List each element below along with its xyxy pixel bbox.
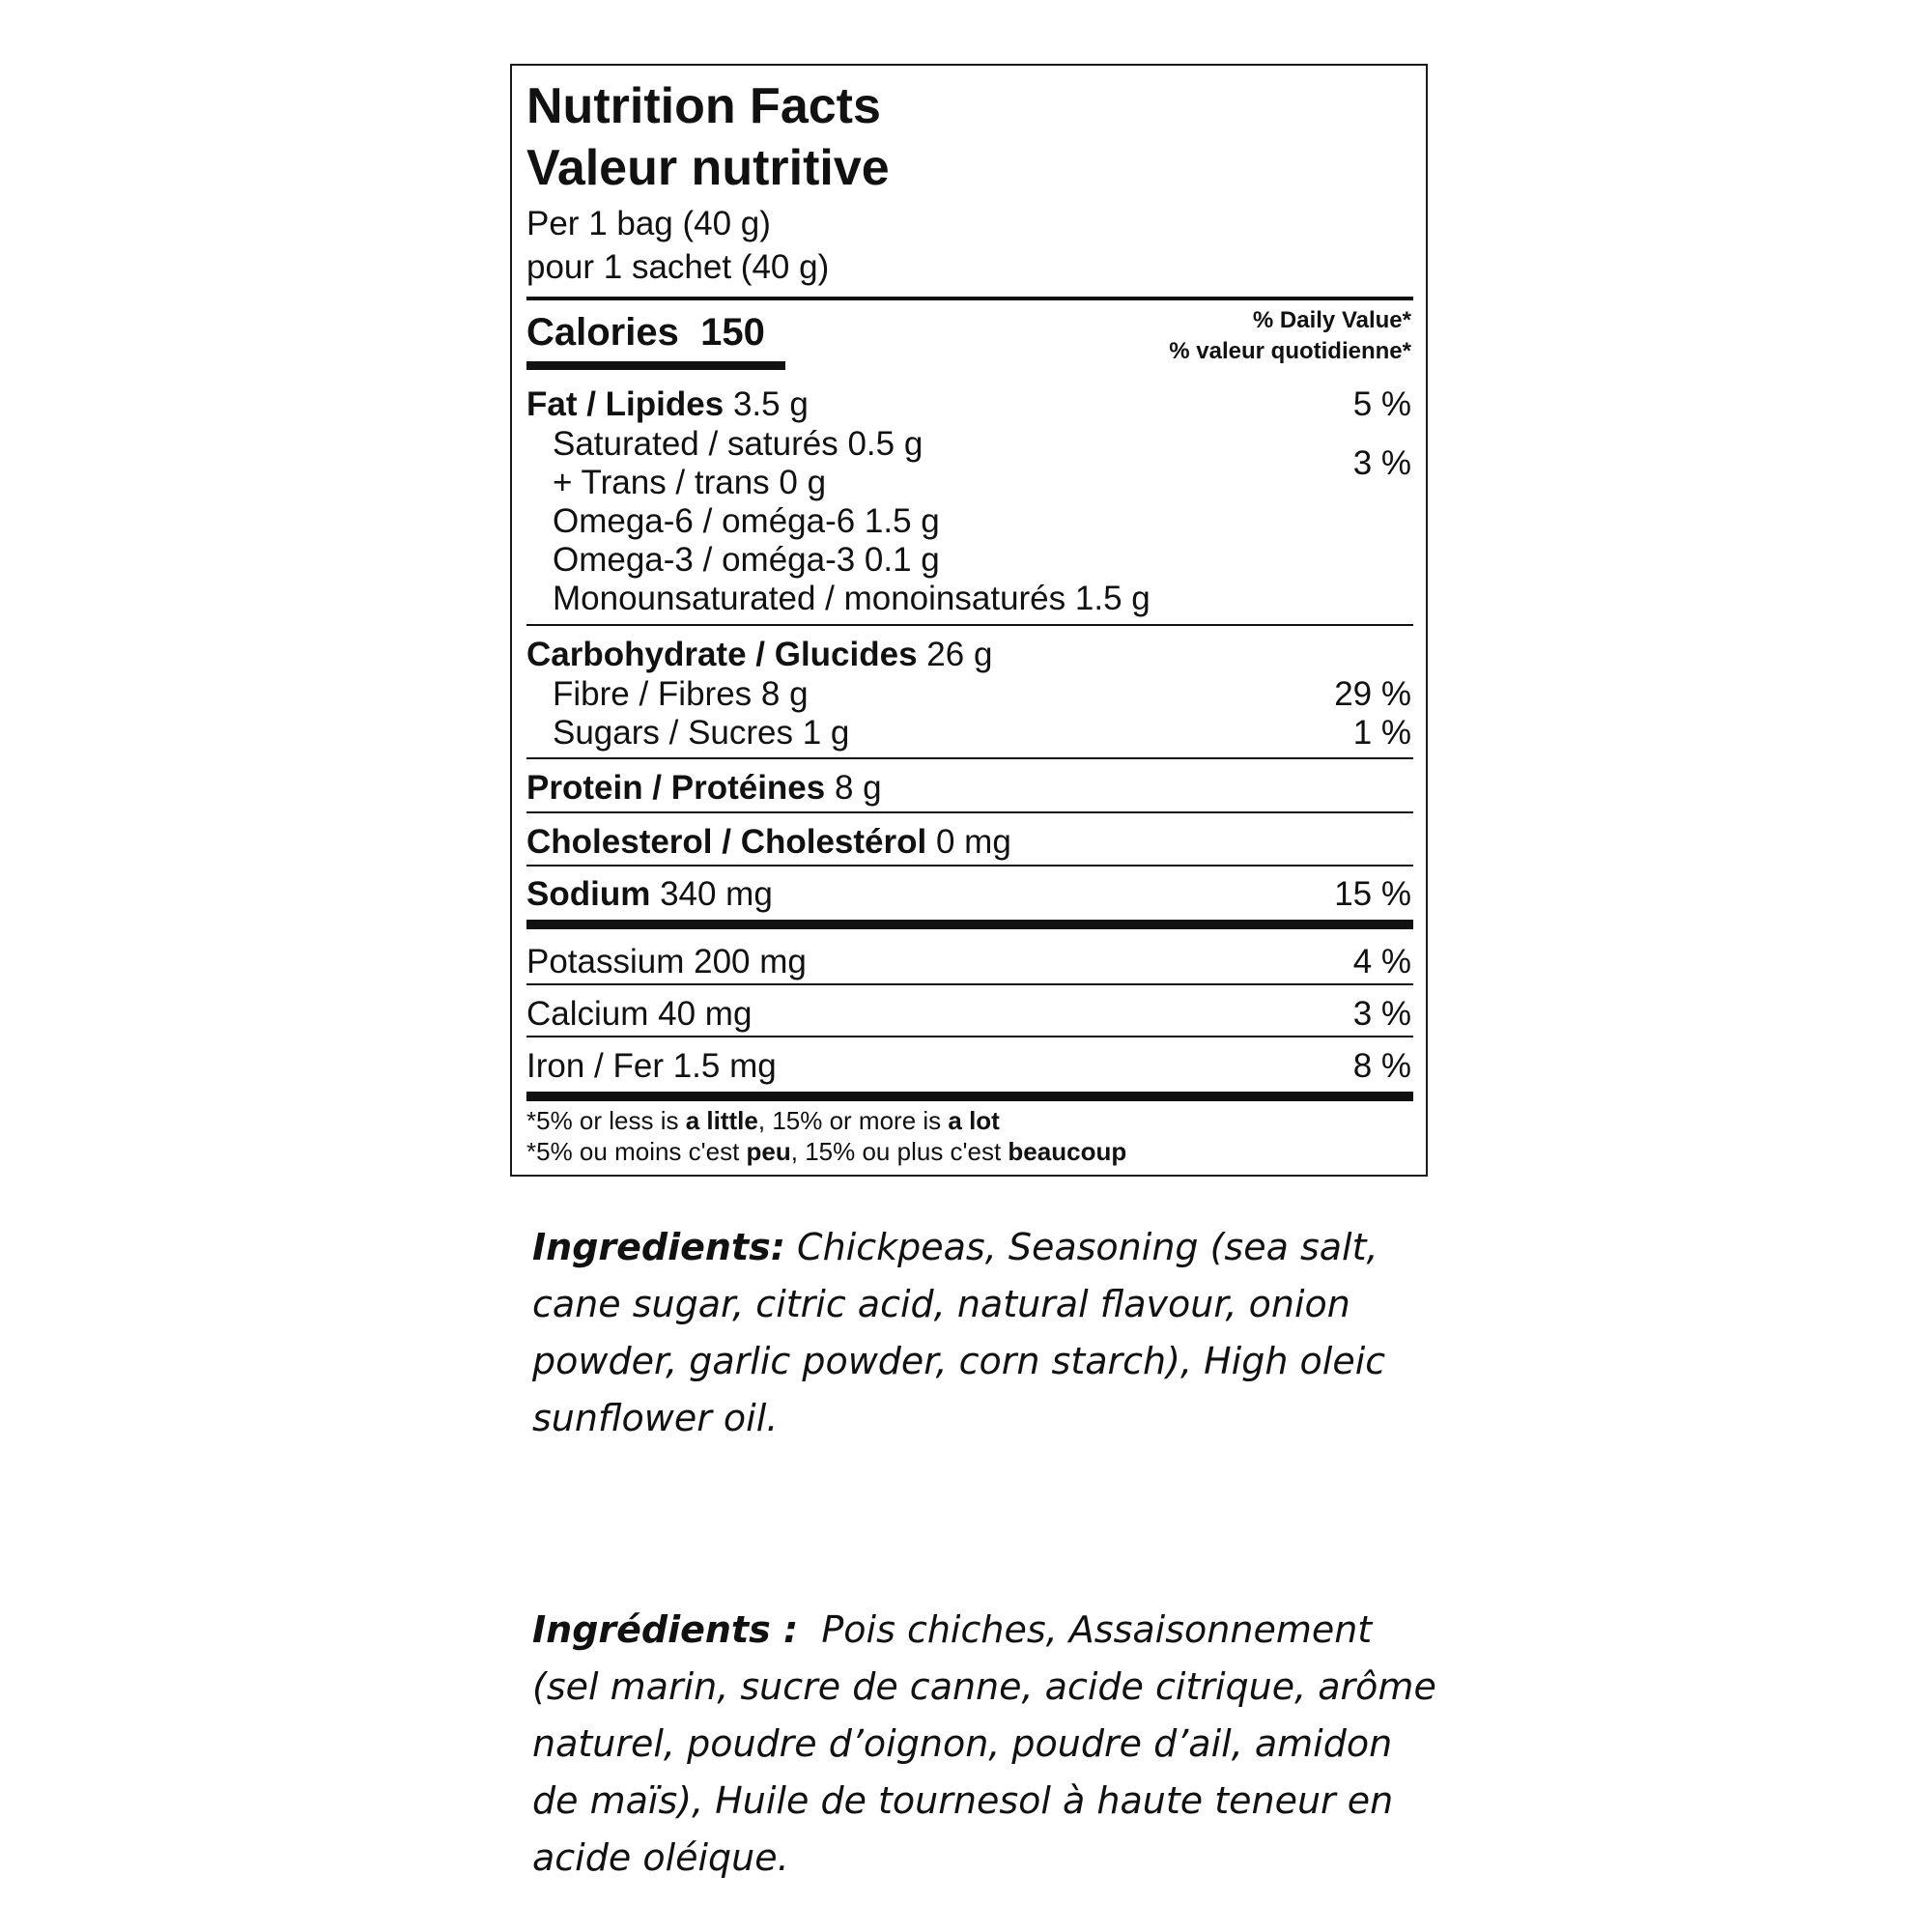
fibre-dv: 29 % xyxy=(1334,675,1411,713)
monounsaturated-row: Monounsaturated / monoinsaturés 1.5 g xyxy=(553,580,1151,617)
fibre-row: Fibre / Fibres 8 g xyxy=(553,675,809,713)
iron-row: Iron / Fer 1.5 mg xyxy=(526,1047,777,1085)
potassium-row: Potassium 200 mg xyxy=(526,943,807,980)
nutrition-facts-table xyxy=(510,64,1428,1177)
serving-divider xyxy=(526,297,1413,300)
cholesterol-divider xyxy=(526,865,1413,867)
calories-value: 150 xyxy=(700,311,765,354)
calcium-dv: 3 % xyxy=(1352,995,1411,1033)
saturated-row: Saturated / saturés 0.5 g xyxy=(553,425,923,463)
trans-row: + Trans / trans 0 g xyxy=(553,464,827,501)
daily-value-header-fr: % valeur quotidienne* xyxy=(1169,338,1411,364)
ingredients-french xyxy=(532,1602,1440,1887)
potassium-dv: 4 % xyxy=(1352,943,1411,980)
omega6-row: Omega-6 / oméga-6 1.5 g xyxy=(553,502,940,540)
ingredients-heading-fr: Ingrédients : xyxy=(532,1608,799,1651)
sodium-thick-divider xyxy=(526,920,1413,929)
ingredients-heading-en: Ingredients: xyxy=(532,1226,785,1268)
protein-row: Protein / Protéines 8 g xyxy=(526,769,882,807)
carbohydrate-row: Carbohydrate / Glucides 26 g xyxy=(526,636,993,673)
daily-value-header-en: % Daily Value* xyxy=(1252,307,1411,333)
calcium-divider xyxy=(526,1036,1413,1037)
saturated-trans-dv: 3 % xyxy=(1352,444,1411,482)
calcium-row: Calcium 40 mg xyxy=(526,995,753,1033)
fat-row: Fat / Lipides 3.5 g xyxy=(526,385,809,423)
sodium-dv: 15 % xyxy=(1334,875,1411,913)
omega3-row: Omega-3 / oméga-3 0.1 g xyxy=(553,541,940,579)
calories-label: Calories 150 xyxy=(526,311,765,354)
ingredients-text-fr: Pois chiches, Assaisonnement (sel marin, sucre de canne, acide citrique, arôme naturel, poudre d’oignon, poudre d’ail, amidon de maïs), Huile de tournesol à haute teneur en acide oléique. xyxy=(532,1608,1436,1879)
sugars-dv: 1 % xyxy=(1352,714,1411,752)
ingredients-text-en: Chickpeas, Seasoning (sea salt, cane sugar, citric acid, natural flavour, onion powder, garlic powder, corn starch), High oleic sunflower oil. xyxy=(532,1226,1386,1439)
footnote-thick-divider xyxy=(526,1092,1413,1101)
footnote-en: *5% or less is a little, 15% or more is a lot xyxy=(526,1106,1000,1135)
potassium-divider xyxy=(526,983,1413,985)
sugars-row: Sugars / Sucres 1 g xyxy=(553,714,850,752)
fat-divider xyxy=(526,624,1413,626)
fat-dv: 5 % xyxy=(1352,385,1411,423)
calories-underline xyxy=(526,361,785,370)
title-en: Nutrition Facts xyxy=(526,78,881,134)
protein-divider xyxy=(526,811,1413,813)
serving-size-en: Per 1 bag (40 g) xyxy=(526,205,771,242)
ingredients-english xyxy=(532,1219,1440,1447)
cholesterol-row: Cholesterol / Cholestérol 0 mg xyxy=(526,823,1011,861)
sodium-row: Sodium 340 mg xyxy=(526,875,773,913)
serving-size-fr: pour 1 sachet (40 g) xyxy=(526,248,830,286)
footnote-fr: *5% ou moins c'est peu, 15% ou plus c'est beaucoup xyxy=(526,1137,1127,1166)
carbohydrate-divider xyxy=(526,757,1413,759)
title-fr: Valeur nutritive xyxy=(526,140,890,196)
iron-dv: 8 % xyxy=(1352,1047,1411,1085)
